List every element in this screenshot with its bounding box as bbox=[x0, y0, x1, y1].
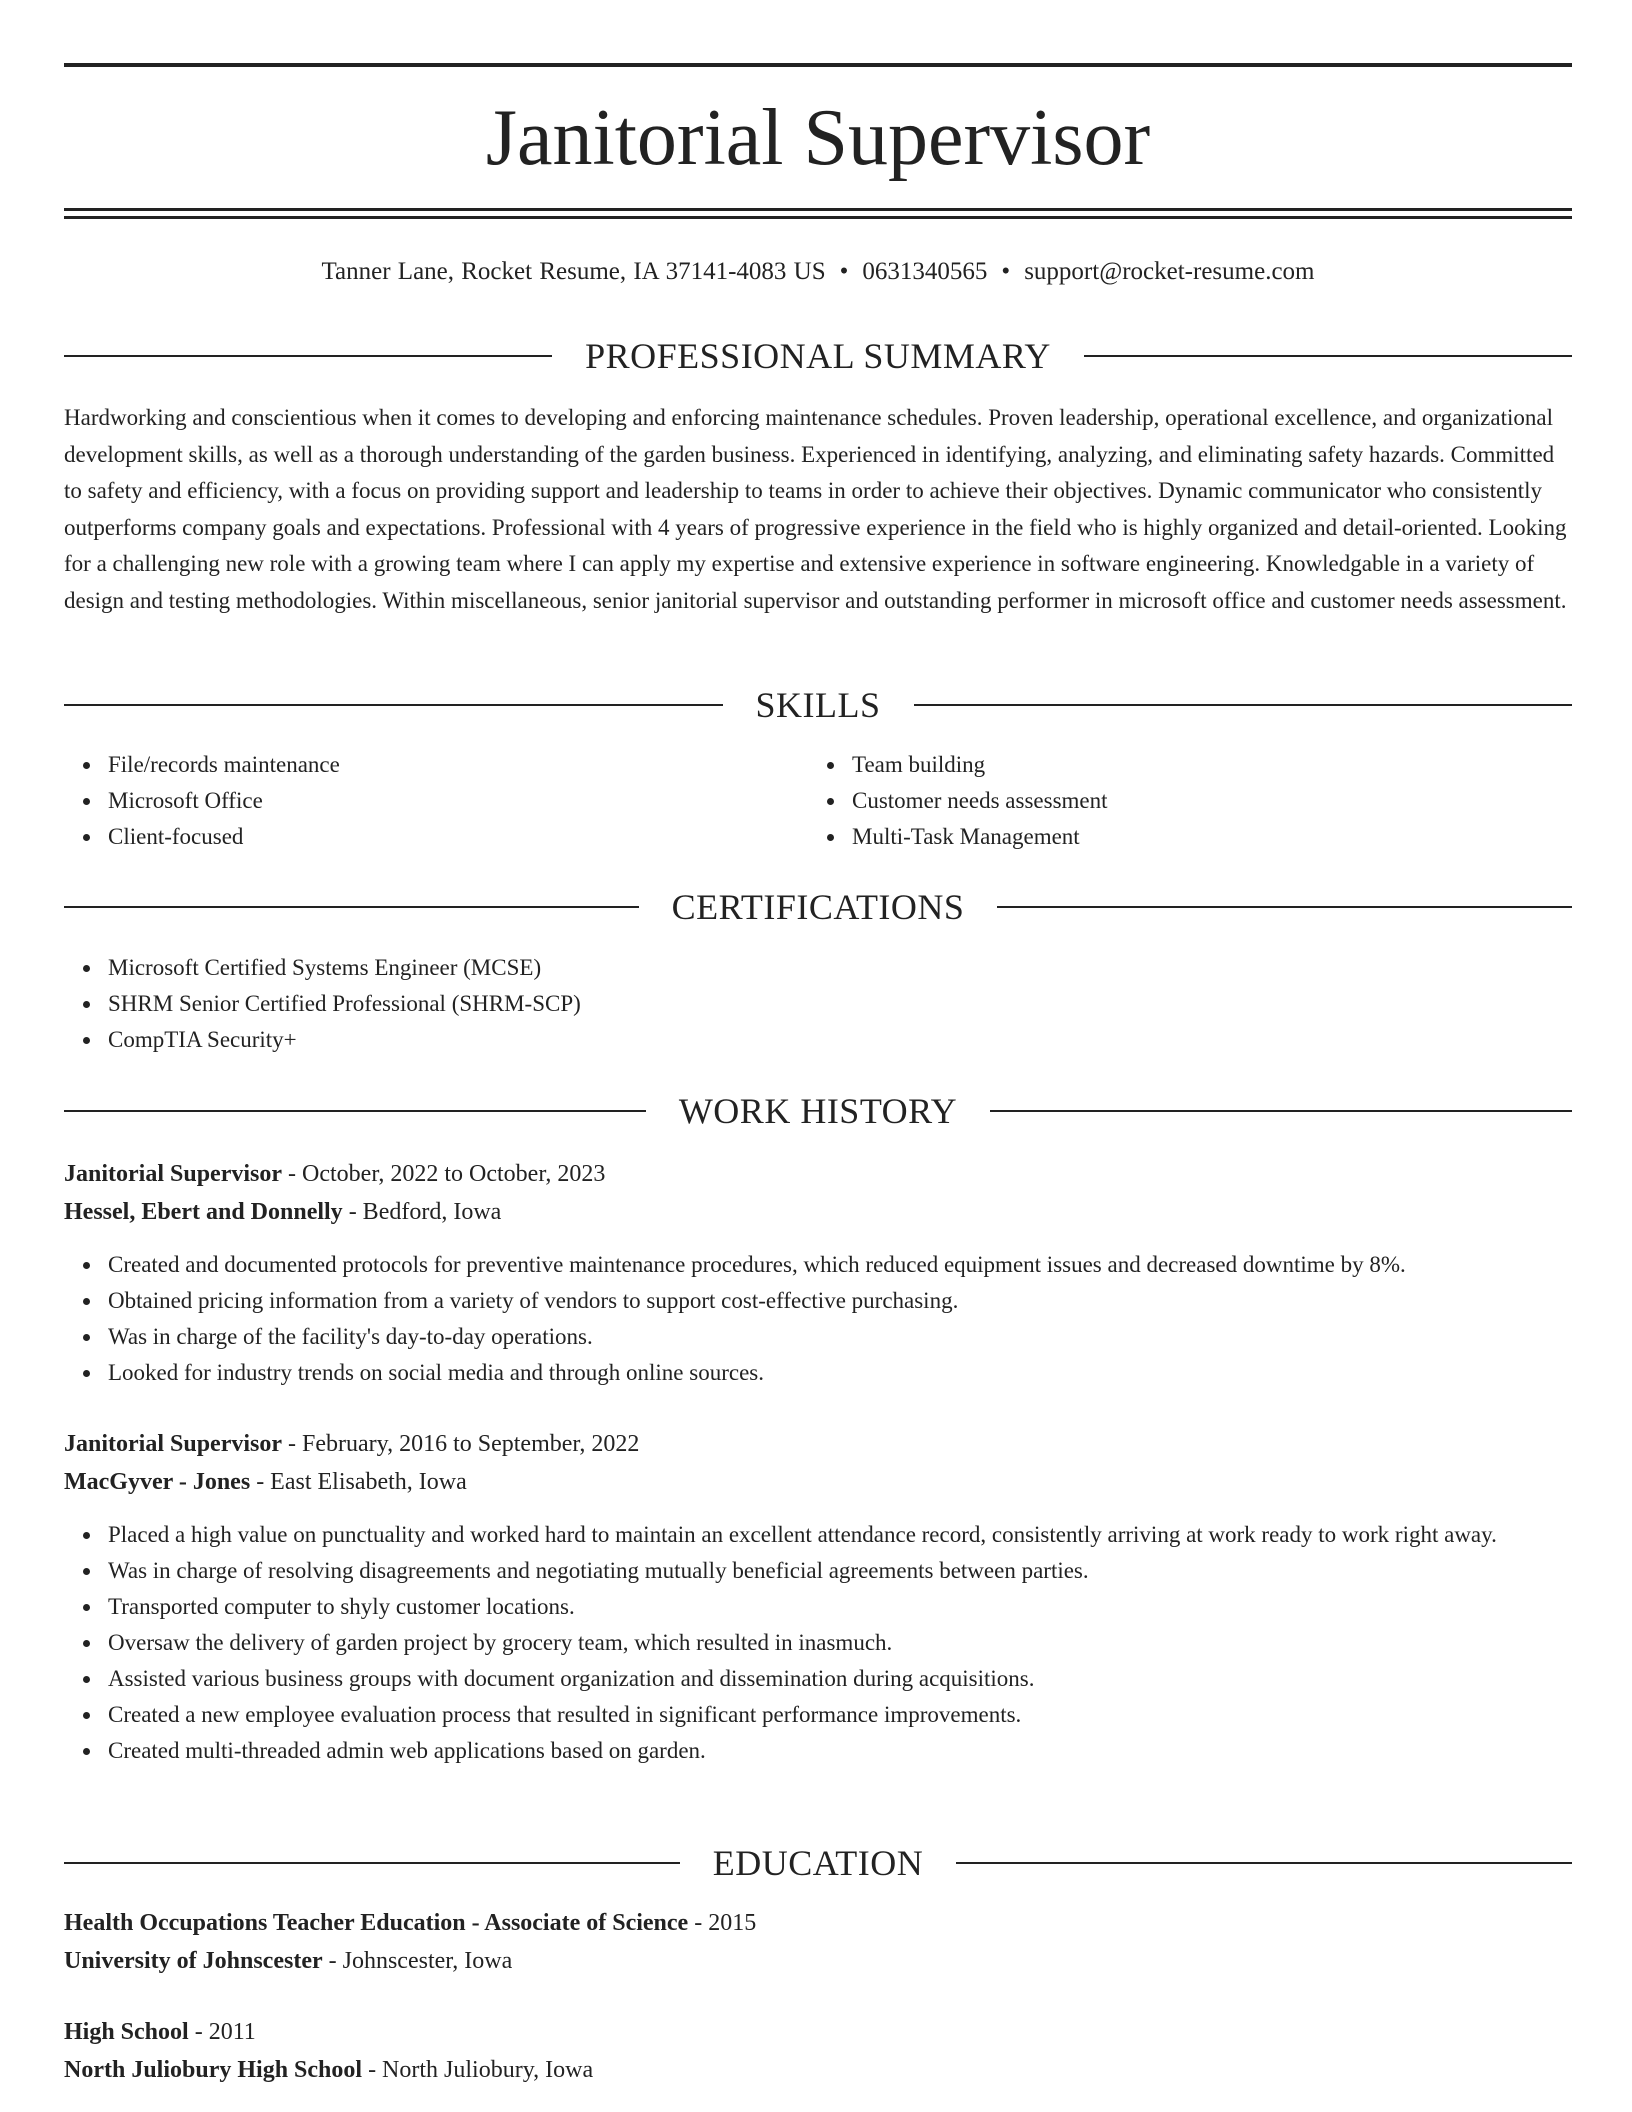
job-bullet: Created multi-threaded admin web applications based on garden. bbox=[108, 1733, 1572, 1769]
resume-name: Janitorial Supervisor bbox=[485, 94, 1151, 182]
certification-item: CompTIA Security+ bbox=[108, 1022, 1572, 1058]
education-location: - Johnscester, Iowa bbox=[322, 1948, 513, 1974]
certification-item: SHRM Senior Certified Professional (SHRM-SCP) bbox=[108, 986, 1572, 1022]
job-dates: - October, 2022 to October, 2023 bbox=[282, 1161, 606, 1187]
job-company-line bbox=[64, 1463, 1572, 1501]
section-title: SKILLS bbox=[755, 685, 881, 725]
contact-email[interactable]: support@rocket-resume.com bbox=[1024, 258, 1315, 285]
heading-rule bbox=[64, 906, 639, 908]
job-company: MacGyver - Jones bbox=[64, 1469, 251, 1495]
section-heading-summary bbox=[64, 336, 1572, 376]
contact-line bbox=[64, 255, 1572, 289]
job-entry bbox=[64, 1425, 1572, 1501]
certifications-list bbox=[64, 950, 1572, 1058]
skills-column-right bbox=[808, 747, 1508, 855]
section-title: CERTIFICATIONS bbox=[671, 887, 965, 927]
job-location: - Bedford, Iowa bbox=[342, 1199, 502, 1225]
skill-item: Team building bbox=[852, 747, 1508, 783]
heading-rule bbox=[956, 1862, 1572, 1864]
education-degree-line bbox=[64, 2013, 1572, 2051]
job-bullet: Created and documented protocols for preventive maintenance procedures, which reduced equipment issues and decreased downtime by 8%. bbox=[108, 1247, 1572, 1283]
certification-item: Microsoft Certified Systems Engineer (MCSE) bbox=[108, 950, 1572, 986]
contact-address: Tanner Lane, Rocket Resume, IA 37141-4083 US bbox=[321, 258, 826, 285]
education-school: North Juliobury High School bbox=[64, 2057, 363, 2083]
heading-rule bbox=[997, 906, 1572, 908]
section-heading-work-history bbox=[64, 1091, 1572, 1131]
education-degree: Health Occupations Teacher Education - Associate of Science bbox=[64, 1910, 689, 1936]
section-heading-certifications bbox=[64, 887, 1572, 927]
section-title: WORK HISTORY bbox=[678, 1091, 958, 1131]
job-title-line bbox=[64, 1425, 1572, 1463]
job-bullets bbox=[64, 1517, 1572, 1769]
job-bullet: Obtained pricing information from a variety of vendors to support cost-effective purchasing. bbox=[108, 1283, 1572, 1319]
section-heading-education bbox=[64, 1843, 1572, 1883]
section-heading-skills bbox=[64, 685, 1572, 725]
heading-rule bbox=[914, 704, 1573, 706]
job-bullet: Looked for industry trends on social media and through online sources. bbox=[108, 1355, 1572, 1391]
job-bullet: Transported computer to shyly customer locations. bbox=[108, 1589, 1572, 1625]
job-bullet: Was in charge of the facility's day-to-day operations. bbox=[108, 1319, 1572, 1355]
job-company: Hessel, Ebert and Donnelly bbox=[64, 1199, 343, 1225]
education-year: - 2011 bbox=[188, 2019, 256, 2045]
heading-rule bbox=[990, 1110, 1572, 1112]
skill-item: Multi-Task Management bbox=[852, 819, 1508, 855]
section-title: EDUCATION bbox=[712, 1843, 924, 1883]
header-double-rule-top bbox=[64, 208, 1572, 211]
education-degree: High School bbox=[64, 2019, 189, 2045]
skills-column-left bbox=[64, 747, 764, 855]
job-bullet: Placed a high value on punctuality and worked hard to maintain an excellent attendance record, consistently arriving at work ready to work right away. bbox=[108, 1517, 1572, 1553]
skill-item: Client-focused bbox=[108, 819, 764, 855]
education-school-line bbox=[64, 1942, 1572, 1980]
skill-item: Microsoft Office bbox=[108, 783, 764, 819]
heading-rule bbox=[64, 1110, 646, 1112]
heading-rule bbox=[64, 704, 723, 706]
section-title: PROFESSIONAL SUMMARY bbox=[585, 336, 1051, 376]
education-entry bbox=[64, 2013, 1572, 2089]
heading-rule bbox=[64, 1862, 680, 1864]
job-entry bbox=[64, 1155, 1572, 1231]
contact-separator: • bbox=[1001, 258, 1011, 285]
heading-rule bbox=[1084, 355, 1572, 357]
education-school: University of Johnscester bbox=[64, 1948, 323, 1974]
skill-item: Customer needs assessment bbox=[852, 783, 1508, 819]
skill-item: File/records maintenance bbox=[108, 747, 764, 783]
job-company-line bbox=[64, 1193, 1572, 1231]
education-school-line bbox=[64, 2051, 1572, 2089]
contact-separator: • bbox=[839, 258, 849, 285]
education-location: - North Juliobury, Iowa bbox=[362, 2057, 594, 2083]
education-degree-line bbox=[64, 1904, 1572, 1942]
job-bullet: Was in charge of resolving disagreements and negotiating mutually beneficial agreements between parties. bbox=[108, 1553, 1572, 1589]
job-bullet: Created a new employee evaluation process that resulted in significant performance improvements. bbox=[108, 1697, 1572, 1733]
job-location: - East Elisabeth, Iowa bbox=[250, 1469, 467, 1495]
job-title: Janitorial Supervisor bbox=[64, 1431, 283, 1457]
job-dates: - February, 2016 to September, 2022 bbox=[282, 1431, 640, 1457]
education-entry bbox=[64, 1904, 1572, 1980]
contact-phone: 0631340565 bbox=[862, 258, 988, 285]
job-title: Janitorial Supervisor bbox=[64, 1161, 283, 1187]
job-bullet: Oversaw the delivery of garden project by grocery team, which resulted in inasmuch. bbox=[108, 1625, 1572, 1661]
education-year: - 2015 bbox=[688, 1910, 757, 1936]
heading-rule bbox=[64, 355, 552, 357]
header-double-rule-bottom bbox=[64, 216, 1572, 219]
summary-paragraph: Hardworking and conscientious when it comes to developing and enforcing maintenance schedules. Proven leadership, operational excellence, and organizational development skills, as well as a thorough understanding of the garden business. Experienced in identifying, analyzing, and eliminating safety hazards. Committed to safety and efficiency, with a focus on providing support and leadership to teams in order to achieve their objectives. Dynamic communicator who consistently outperforms company goals and expectations. Professional with 4 years of progressive experience in the field who is highly organized and detail-oriented. Looking for a challenging new role with a growing team where I can apply my expertise and extensive experience in software engineering. Knowledgable in a variety of design and testing methodologies. Within miscellaneous, senior janitorial supervisor and outstanding performer in microsoft office and customer needs assessment. bbox=[64, 405, 1567, 613]
job-bullet: Assisted various business groups with document organization and dissemination during acquisitions. bbox=[108, 1661, 1572, 1697]
header-top-rule bbox=[64, 63, 1572, 67]
job-title-line bbox=[64, 1155, 1572, 1193]
job-bullets bbox=[64, 1247, 1572, 1391]
